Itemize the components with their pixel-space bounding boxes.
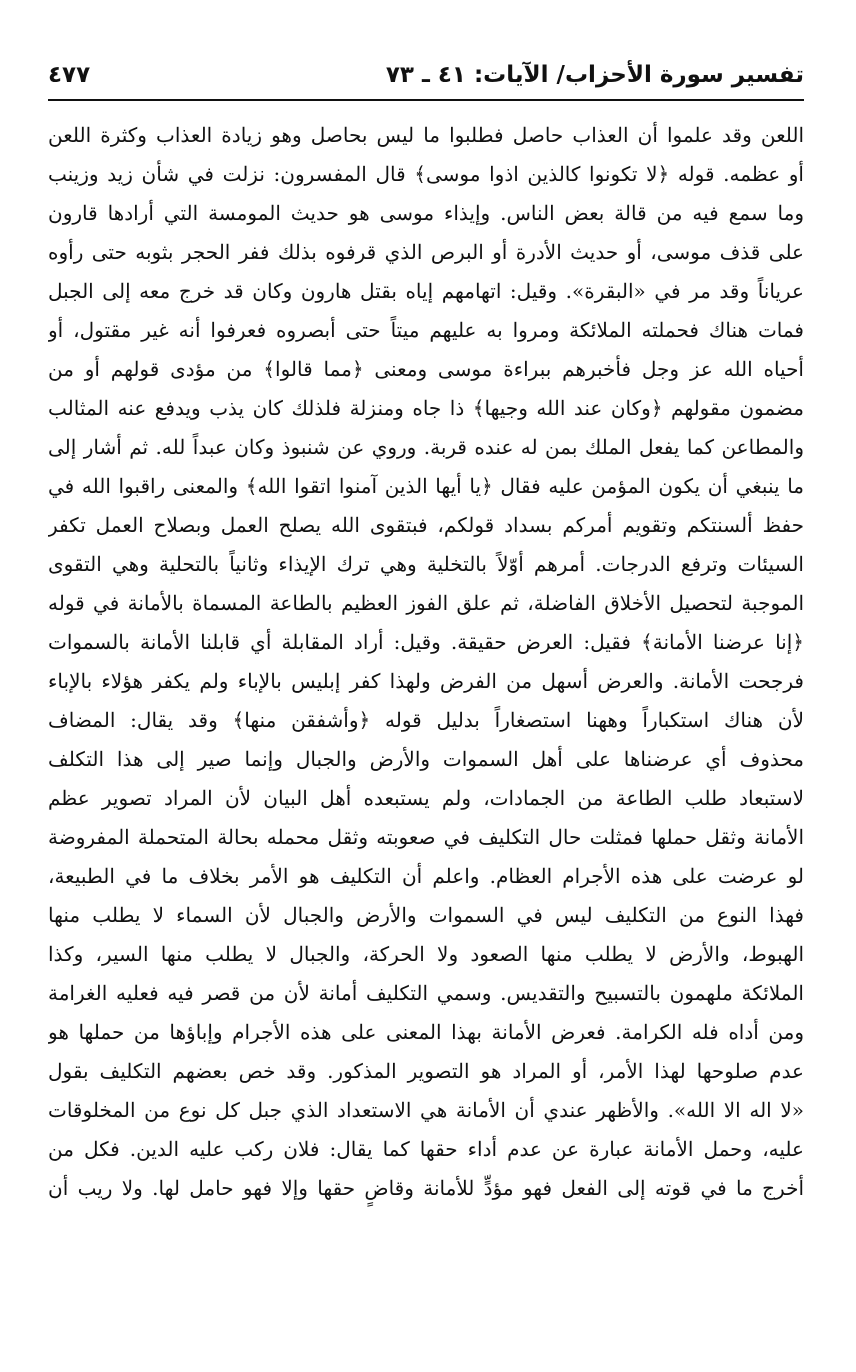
text-line: الملائكة ملهمون بالتسبيح والتقديس. وسمي التكليف أمانة لأن من قصر فيه فعليه الغرامة: [48, 981, 804, 1005]
text-line: «لا اله الا الله». والأظهر عندي أن الأمانة هي الاستعداد الذي جبل كل نوع من المخلوقات: [48, 1098, 804, 1122]
header-rule: [48, 99, 804, 101]
page-number: ٤٧٧: [48, 62, 91, 88]
text-line: عليه، وحمل الأمانة عبارة عن عدم أداء حقها كما يقال: فلان ركب عليه الدين. فكل من: [48, 1137, 804, 1161]
text-line: اللعن وقد علموا أن العذاب حاصل فطلبوا ما ليس بحاصل وهو زيادة العذاب وكثرة اللعن: [48, 123, 804, 147]
text-line: ﴿إنا عرضنا الأمانة﴾ فقيل: العرض حقيقة. وقيل: أراد المقابلة أي قابلنا الأمانة بالسموات: [48, 630, 804, 654]
text-line: الهبوط، والأرض لا يطلب منها الصعود ولا الحركة، والجبال لا يطلب منها السير، وكذا: [48, 942, 804, 966]
text-line: السيئات وترفع الدرجات. أمرهم أوّلاً بالتخلية وهي ترك الإيذاء وثانياً بالتحلية وهي التقوى: [48, 552, 804, 576]
text-line: أو عظمه. قوله ﴿لا تكونوا كالذين اذوا موسى﴾ قال المفسرون: نزلت في شأن زيد وزينب: [48, 162, 804, 186]
text-line: ومن أداه فله الكرامة. فعرض الأمانة بهذا المعنى على هذه الأجرام وإباؤها من حملها هو: [48, 1020, 804, 1044]
text-line: لو عرضت على هذه الأجرام العظام. واعلم أن التكليف هو الأمر بخلاف ما في الطبيعة،: [48, 864, 804, 888]
text-line: الموجبة لتحصيل الأخلاق الفاضلة، ثم علق الفوز العظيم بالطاعة المسماة بالأمانة في قوله: [48, 591, 804, 615]
text-line: عدم صلوحها لهذا الأمر، أو المراد هو التصوير المذكور. وقد خص بعضهم التكليف بقول: [48, 1059, 804, 1083]
text-line: عرياناً وقد مر في «البقرة». وقيل: اتهامهم إياه بقتل هارون وكان قد خرج معه إلى الجبل: [48, 279, 804, 303]
text-line: مضمون مقولهم ﴿وكان عند الله وجيها﴾ ذا جاه ومنزلة فلذلك كان يذب ويدفع عنه المثالب: [48, 396, 804, 420]
text-line: أخرج ما في قوته إلى الفعل فهو مؤدٍّ للأمانة وقاضٍ حقها وإلا فهو حامل لها. ولا ريب أن: [48, 1176, 804, 1200]
text-line: حفظ ألسنتكم وتقويم أمركم بسداد قولكم، فبتقوى الله يصلح العمل وبصلاح العمل تكفر: [48, 513, 804, 537]
running-title: تفسير سورة الأحزاب/ الآيات: ٤١ ـ ٧٣: [385, 62, 804, 88]
text-line: فمات هناك فحملته الملائكة ومروا به عليهم ميتاً حتى أبصروه فعرفوا أنه غير مقتول، أو: [48, 318, 804, 342]
text-line: محذوف أي عرضناها على أهل السموات والأرض والجبال وإنما صير إلى هذا التكلف: [48, 747, 804, 771]
text-line: أحياه الله عز وجل فأخبرهم ببراءة موسى ومعنى ﴿مما قالوا﴾ من مؤدى قولهم أو من: [48, 357, 804, 381]
page-header: [48, 56, 804, 96]
text-line: والمطاعن كما يفعل الملك بمن له عنده قربة. وروي عن شنبوذ وكان عبداً لله. ثم أشار إلى: [48, 435, 804, 459]
text-line: وما سمع فيه من قالة بعض الناس. وإيذاء موسى هو حديث المومسة التي أرادها قارون: [48, 201, 804, 225]
text-line: فهذا النوع من التكليف ليس في السموات والأرض والجبال لأن السماء لا يطلب منها: [48, 903, 804, 927]
body-text: [48, 116, 804, 1296]
text-line: على قذف موسى، أو حديث الأدرة أو البرص الذي قرفوه بذلك ففر الحجر بثوبه حتى رأوه: [48, 240, 804, 264]
text-line: لاستبعاد طلب الطاعة من الجمادات، ولم يستبعده أهل البيان لأن المراد تصوير عظم: [48, 786, 804, 810]
text-line: فرجحت الأمانة. والعرض أسهل من الفرض ولهذا كفر إبليس بالإباء ولم يكفر هؤلاء بالإباء: [48, 669, 804, 693]
text-line: لأن هناك استكباراً وههنا استصغاراً بدليل قوله ﴿وأشفقن منها﴾ وقد يقال: المضاف: [48, 708, 804, 732]
text-line: الأمانة وثقل حملها فمثلت حال التكليف في صعوبته وثقل محمله بحالة المتحملة المفروضة: [48, 825, 804, 849]
text-line: ما ينبغي أن يكون المؤمن عليه فقال ﴿يا أيها الذين آمنوا اتقوا الله﴾ والمعنى راقبوا الله في: [48, 474, 804, 498]
